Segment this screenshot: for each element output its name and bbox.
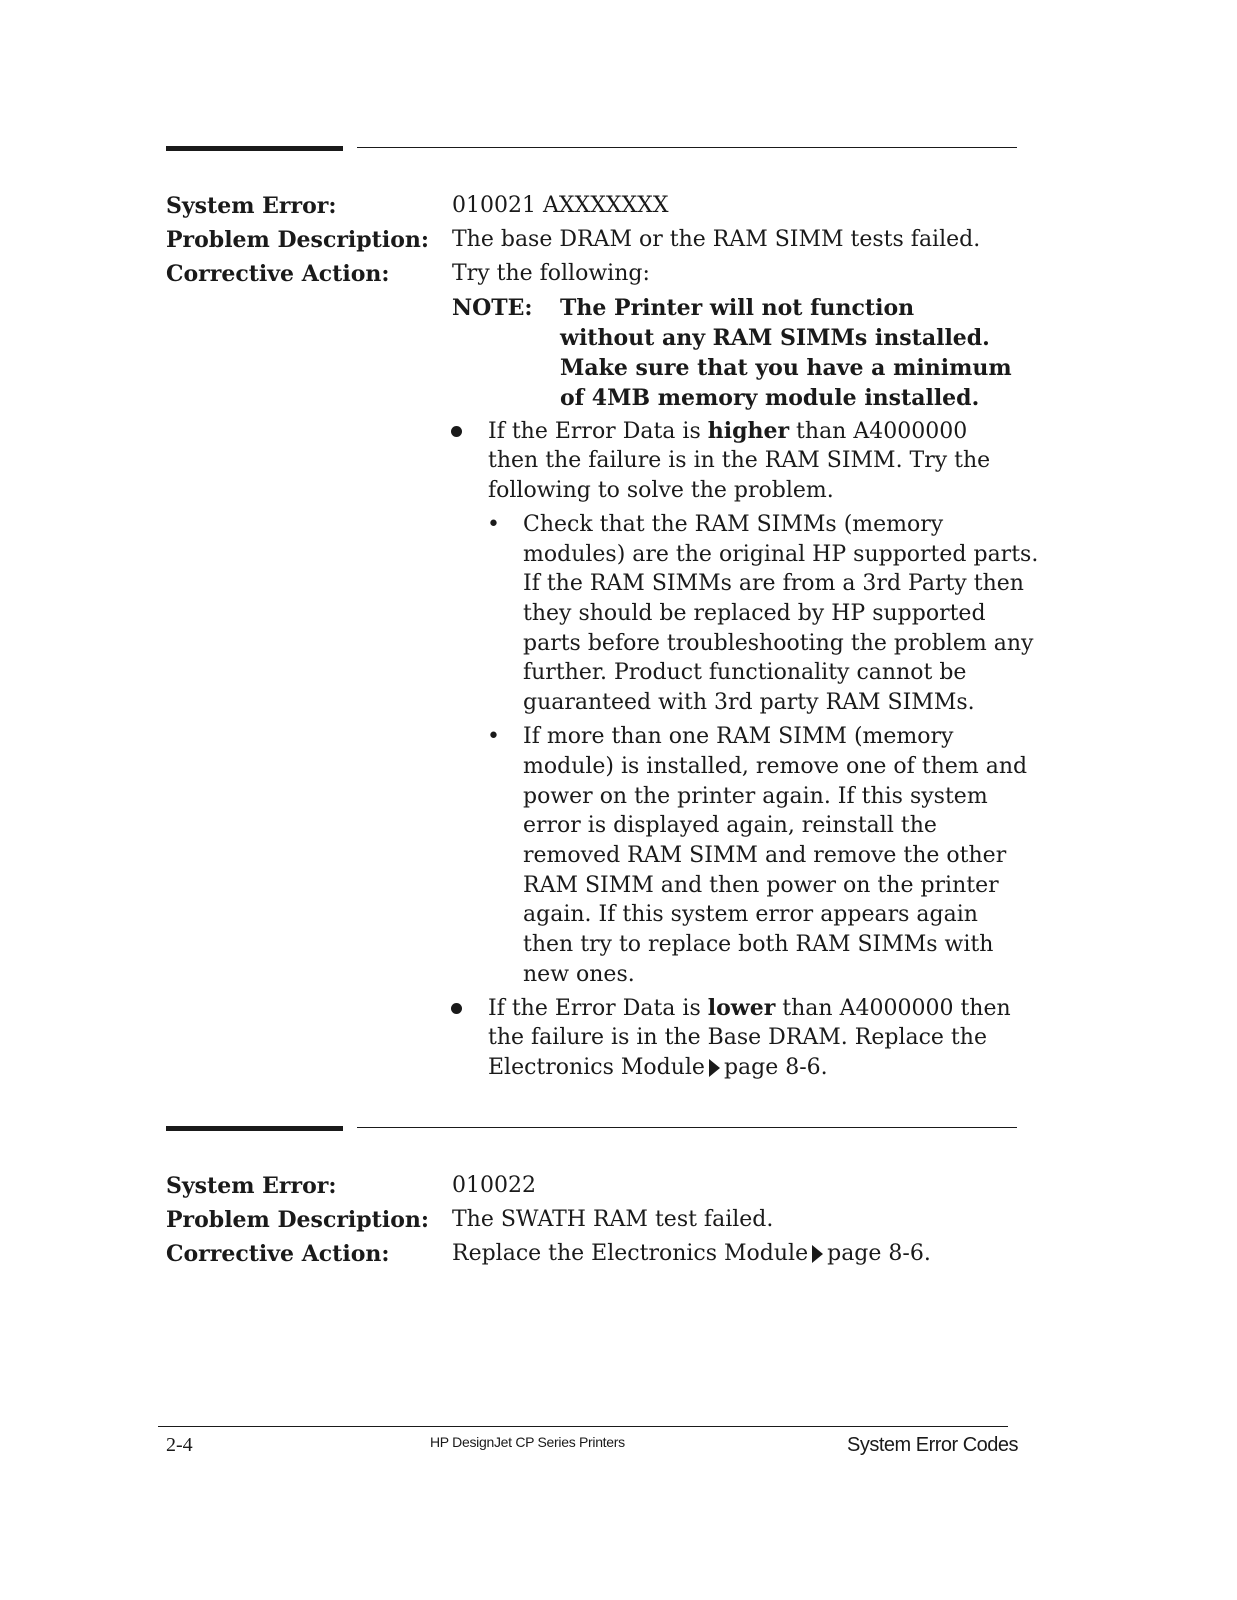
sub-bullet-line: further. Product functionality cannot be — [523, 660, 967, 685]
problem-description-value: The base DRAM or the RAM SIMM tests failed. — [452, 227, 981, 252]
section-rule-thick — [166, 1126, 343, 1131]
sub-bullet-line: If more than one RAM SIMM (memory — [523, 724, 954, 749]
sub-bullet-line: then try to replace both RAM SIMMs with — [523, 932, 994, 957]
note-line: The Printer will not function — [560, 295, 915, 321]
system-error-label: System Error: — [166, 1173, 337, 1199]
footer-rule — [158, 1426, 1008, 1427]
bullet-lower-line: the failure is in the Base DRAM. Replace the — [488, 1025, 987, 1050]
page-reference-arrow-icon — [709, 1059, 720, 1077]
sub-bullet-line: RAM SIMM and then power on the printer — [523, 873, 999, 898]
system-error-value: 010022 — [452, 1173, 536, 1198]
problem-description-label: Problem Description: — [166, 1207, 429, 1233]
sub-bullet-line: again. If this system error appears again — [523, 902, 978, 927]
bullet-dot-icon — [451, 416, 467, 432]
sub-bullet-icon: • — [487, 724, 500, 749]
problem-description-value: The SWATH RAM test failed. — [452, 1207, 774, 1232]
footer-chapter-title: System Error Codes — [847, 1434, 1019, 1456]
section-rule-thick — [166, 146, 343, 151]
note-line: Make sure that you have a minimum — [560, 355, 1012, 381]
bullet-higher-line: following to solve the problem. — [488, 478, 834, 503]
sub-bullet-line: removed RAM SIMM and remove the other — [523, 843, 1007, 868]
section-rule-thin — [357, 1127, 1017, 1128]
bullet-dot-icon — [451, 993, 467, 1009]
note-line: of 4MB memory module installed. — [560, 385, 980, 411]
page-reference[interactable]: page 8-6. — [723, 1055, 828, 1080]
corrective-action-label: Corrective Action: — [166, 261, 390, 287]
corrective-action-value: Try the following: — [452, 261, 650, 286]
sub-bullet-icon: • — [487, 512, 500, 537]
sub-bullet-line: If the RAM SIMMs are from a 3rd Party then — [523, 571, 1024, 596]
emphasis-higher: higher — [707, 418, 790, 444]
footer-document-title: HP DesignJet CP Series Printers — [430, 1434, 625, 1450]
page-reference[interactable]: page 8-6. — [827, 1241, 931, 1266]
sub-bullet-line: they should be replaced by HP supported — [523, 601, 986, 626]
sub-bullet-line: parts before troubleshooting the problem any — [523, 631, 1034, 656]
sub-bullet-line: module) is installed, remove one of them and — [523, 754, 1028, 779]
footer-page-number: 2-4 — [166, 1434, 193, 1456]
sub-bullet-line: new ones. — [523, 962, 635, 987]
note-line: without any RAM SIMMs installed. — [560, 325, 990, 351]
bullet-lower-line: If the Error Data is lower than A4000000 then — [488, 995, 1011, 1021]
sub-bullet-line: modules) are the original HP supported parts. — [523, 542, 1039, 567]
bullet-lower-line: Electronics Module page 8-6. — [488, 1055, 828, 1080]
system-error-value: 010021 AXXXXXXX — [452, 193, 669, 218]
page-reference-arrow-icon — [812, 1245, 823, 1263]
bullet-higher-line: If the Error Data is higher than A4000000 — [488, 418, 968, 444]
emphasis-lower: lower — [707, 995, 776, 1021]
problem-description-label: Problem Description: — [166, 227, 429, 253]
bullet-higher-line: then the failure is in the RAM SIMM. Try the — [488, 448, 991, 473]
corrective-action-value: Replace the Electronics Module page 8-6. — [452, 1241, 931, 1266]
sub-bullet-line: Check that the RAM SIMMs (memory — [523, 512, 944, 537]
corrective-action-label: Corrective Action: — [166, 1241, 390, 1267]
system-error-label: System Error: — [166, 193, 337, 219]
sub-bullet-line: error is displayed again, reinstall the — [523, 813, 937, 838]
sub-bullet-line: power on the printer again. If this system — [523, 784, 988, 809]
section-rule-thin — [357, 147, 1017, 148]
note-label: NOTE: — [452, 295, 533, 321]
sub-bullet-line: guaranteed with 3rd party RAM SIMMs. — [523, 690, 975, 715]
